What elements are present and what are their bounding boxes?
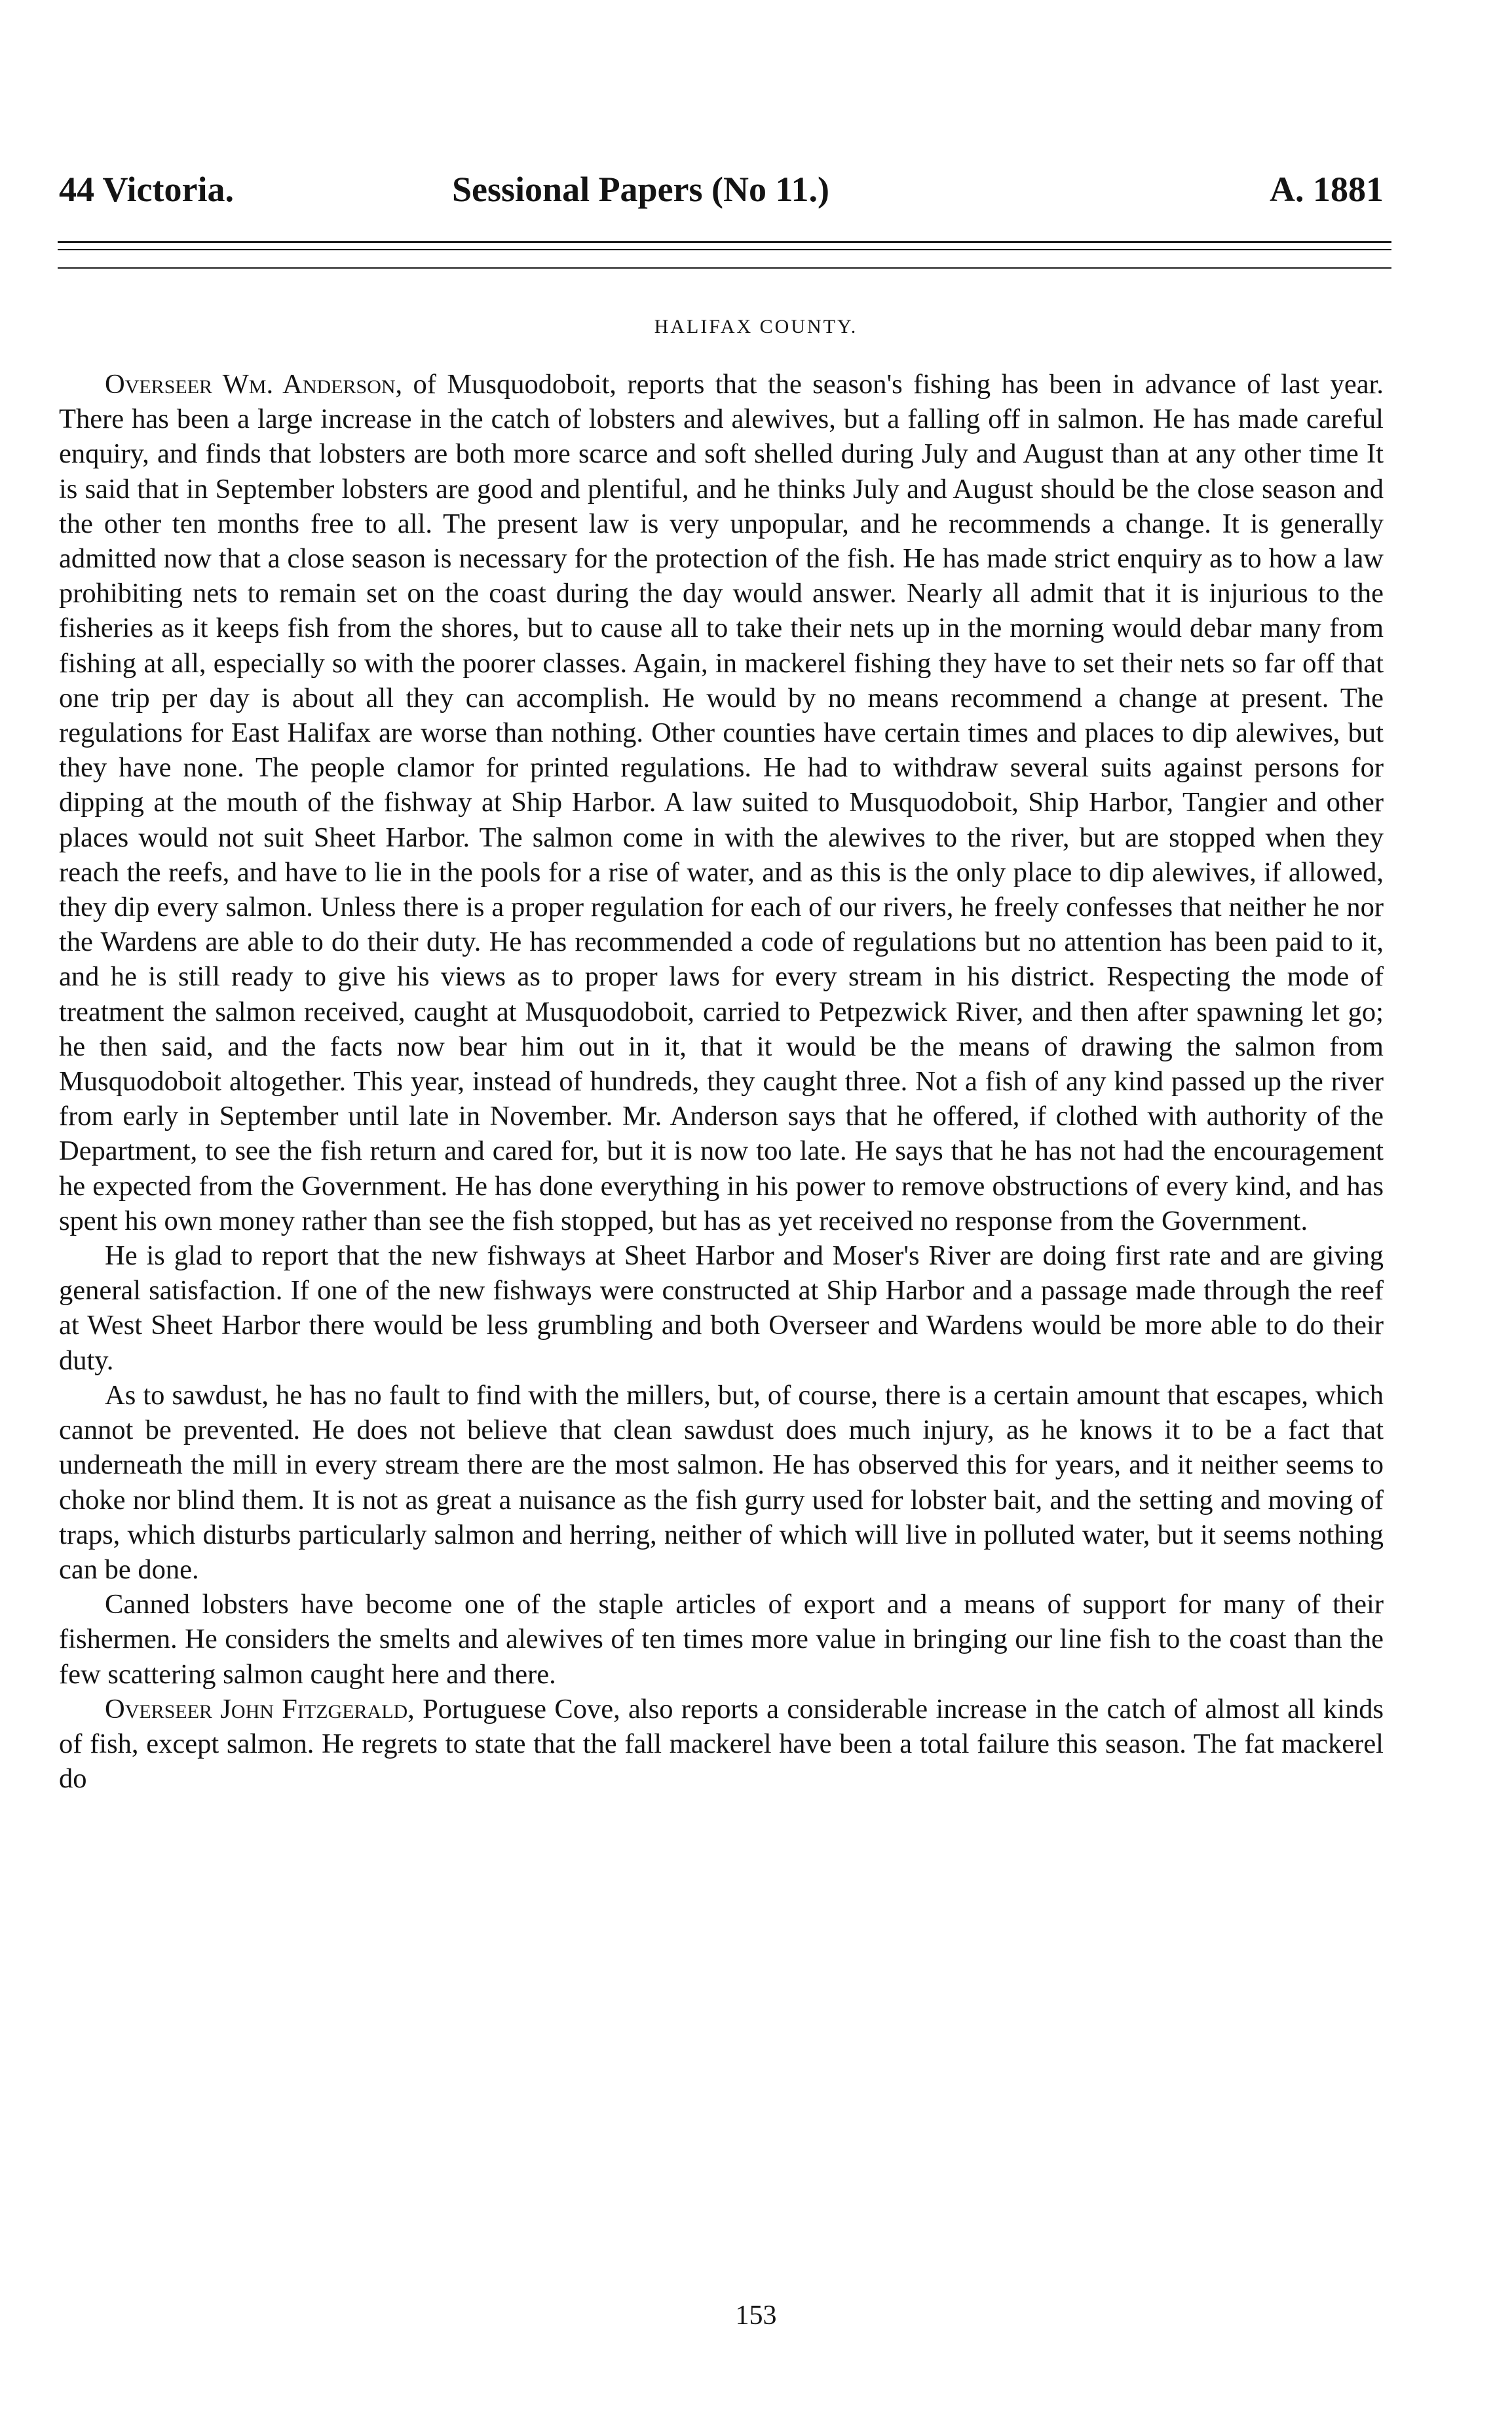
header-rule-thick <box>58 241 1391 243</box>
header-publication: Sessional Papers (No 11.) <box>452 170 830 209</box>
paragraph-text: Portuguese Cove, also reports a considerable increase in the catch of almost all kinds of fish, except salmon. He regrets to state that the fall mackerel have been a total failure this season. The fat mackerel do <box>59 1693 1384 1795</box>
paragraph-lead: Overseer John Fitzgerald, <box>105 1693 415 1725</box>
paragraph-text: of Musquodoboit, reports that the season's fishing has been in advance of last year. There has been a large increase in the catch of lobsters and alewives, but a falling off in salmon. He has made careful enquiry, and finds that lobsters are both more scarce and soft shelled during July and August than at any other time It is said that in September lobsters are good and plentiful, and he thinks July and August should be the close season and the other ten months free to all. The present law is very unpopular, and he recommends a change. It is generally admitted now that a close season is necessary for the protection of the fish. He has made strict enquiry as to how a law prohibiting nets to remain set on the coast during the day would answer. Nearly all admit that it is injurious to the fisheries as it keeps fish from the shores, but to cause all to take their nets up in the morning would debar many from fishing at all, especially so with the poorer classes. Again, in mackerel fishing they have to set their nets so far off that one trip per day is about all they can accomplish. He would by no means recommend a change at present. The regulations for East Halifax are worse than nothing. Other counties have certain times and places to dip alewives, but they have none. The people clamor for printed regulations. He had to withdraw several suits against persons for dipping at the mouth of the fishway at Ship Harbor. A law suited to Musquodoboit, Ship Harbor, Tangier and other places would not suit Sheet Harbor. The salmon come in with the alewives to the river, but are stopped when they reach the reefs, and have to lie in the pools for a rise of water, and as this is the only place to dip alewives, if allowed, they dip every salmon. Unless there is a proper regulation for each of our rivers, he freely confesses that neither he nor the Wardens are able to do their duty. He has recommended a code of regulations but no attention has been paid to it, and he is still ready to give his views as to proper laws for every stream in his district. Respecting the mode of treatment the salmon received, caught at Musquodoboit, carried to Petpezwick River, and then after spawning let go; he then said, and the facts now bear him out in it, that it would be the means of drawing the salmon from Musquodoboit altogether. This year, instead of hundreds, they caught three. Not a fish of any kind passed up the river from early in September until late in November. Mr. Anderson says that he offered, if clothed with authority of the Department, to see the fish return and cared for, but it is now too late. He says that he has not had the encouragement he expected from the Government. He has done everything in his power to remove obstructions of every kind, and has spent his own money rather than see the fish stopped, but has as yet received no response from the Government. <box>59 369 1384 1236</box>
paragraph-text: As to sawdust, he has no fault to find with the millers, but, of course, there is a certain amount that escapes, which cannot be prevented. He does not believe that clean sawdust does much injury, as he knows it to be a fact that underneath the mill in every stream there are the most salmon. He has observed this for years, and it neither seems to choke nor blind them. It is not as great a nuisance as the fish gurry used for lobster bait, and the setting and moving of traps, which disturbs particularly salmon and herring, neither of which will live in polluted water, but it seems nothing can be done. <box>59 1379 1384 1585</box>
header-year: A. 1881 <box>1270 170 1384 209</box>
paragraph-fishways <box>59 1238 1384 1378</box>
paragraph-fitzgerald <box>59 1692 1384 1797</box>
paragraph-text: He is glad to report that the new fishways at Sheet Harbor and Moser's River are doing first rate and are giving general satisfaction. If one of the new fishways were constructed at Ship Harbor and a passage made through the reef at West Sheet Harbor there would be less grumbling and both Overseer and Wardens would be more able to do their duty. <box>59 1240 1384 1376</box>
page-number: 153 <box>735 2300 777 2331</box>
section-title: HALIFAX COUNTY. <box>654 316 858 337</box>
paragraph-sawdust <box>59 1378 1384 1587</box>
page-header <box>59 169 1384 215</box>
paragraph-lobsters <box>59 1587 1384 1692</box>
paragraph-anderson <box>59 367 1384 1238</box>
body-text <box>59 367 1384 1796</box>
header-rule-thin <box>58 249 1391 250</box>
paragraph-lead: Overseer Wm. Anderson, <box>105 369 403 400</box>
paragraph-text: Canned lobsters have become one of the staple articles of export and a means of support for many of their fishermen. He considers the smelts and alewives of ten times more value in bringing our line fish to the coast than the few scattering salmon caught here and there. <box>59 1589 1384 1690</box>
header-session: 44 Victoria. <box>59 170 234 209</box>
header-rule-bottom <box>58 267 1391 269</box>
